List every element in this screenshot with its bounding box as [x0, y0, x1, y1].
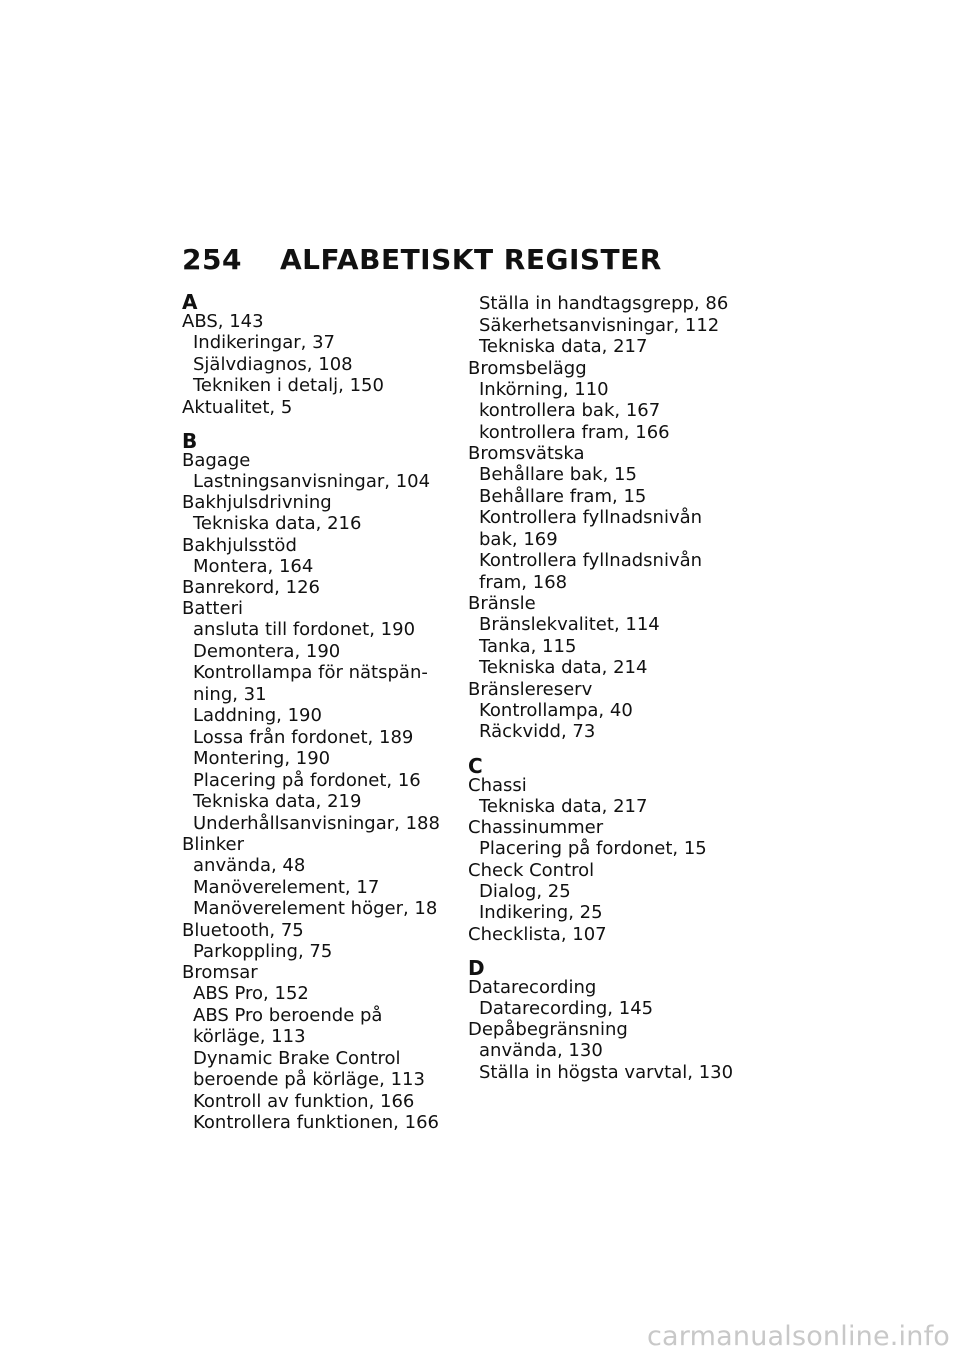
index-subentry: Behållare bak, 15: [479, 464, 637, 485]
index-entry: Chassinummer: [468, 817, 604, 838]
index-subentry: Bränslekvalitet, 114: [479, 614, 660, 635]
index-entry: Batteri: [182, 598, 243, 619]
index-subentry: Lastningsanvisningar, 104: [193, 470, 431, 492]
index-entry: Bränslereserv: [468, 678, 593, 700]
index-entry: Bromsbelägg: [468, 357, 587, 379]
index-subentry: Placering på fordonet, 15: [479, 838, 707, 859]
section-gap: [468, 743, 758, 757]
index-subentry: Självdiagnos, 108: [193, 353, 353, 375]
index-subentry: Placering på fordonet, 16: [193, 769, 421, 791]
index-entry: Depåbegränsning: [468, 1019, 628, 1040]
index-entry: Chassi: [468, 774, 527, 796]
index-subentry: Ställa in handtagsgrepp, 86: [479, 293, 729, 314]
index-subentry: beroende på körläge, 113: [193, 1069, 425, 1090]
index-subentry: fram, 168: [479, 571, 568, 593]
index-subentry: Parkoppling, 75: [193, 940, 333, 962]
index-subentry: Behållare fram, 15: [479, 485, 647, 507]
index-entry: Check Control: [468, 859, 595, 881]
index-entry: Checklista, 107: [468, 923, 607, 945]
index-subentry: Indikeringar, 37: [193, 332, 336, 353]
section-gap: [468, 945, 758, 959]
index-subentry: kontrollera bak, 167: [479, 400, 661, 421]
index-subentry: Manöverelement, 17: [193, 876, 380, 898]
index-entry: Bluetooth, 75: [182, 919, 304, 941]
index-subentry: Lossa från fordonet, 189: [193, 726, 414, 748]
index-subentry: körläge, 113: [193, 1026, 306, 1047]
index-entry: Aktualitet, 5: [182, 396, 293, 418]
section-letter: D: [468, 955, 485, 980]
index-column-left: [182, 290, 452, 1134]
index-subentry: Montering, 190: [193, 748, 331, 769]
index-subentry: Tanka, 115: [479, 635, 577, 657]
index-subentry: Tekniska data, 217: [479, 336, 648, 357]
index-subentry: Ställa in högsta varvtal, 130: [479, 1061, 734, 1083]
index-subentry: använda, 130: [479, 1040, 603, 1061]
index-subentry: Kontrollera fyllnadsnivån: [479, 507, 703, 528]
page-number: 254: [182, 243, 242, 276]
section-letter: A: [182, 290, 198, 314]
index-subentry: Tekniska data, 219: [193, 791, 362, 812]
index-subentry: Laddning, 190: [193, 705, 322, 726]
index-subentry: Tekniken i detalj, 150: [193, 375, 384, 396]
index-entry: ABS, 143: [182, 311, 264, 332]
index-entry: Blinker: [182, 834, 245, 855]
index-subentry: bak, 169: [479, 528, 558, 550]
index-subentry: Dialog, 25: [479, 880, 571, 902]
watermark: carmanualsonline.info: [647, 1321, 950, 1352]
index-subentry: ning, 31: [193, 683, 267, 705]
index-subentry: ABS Pro beroende på: [193, 1004, 383, 1026]
index-entry: Bakhjulsstöd: [182, 534, 297, 556]
index-entry: Bromsar: [182, 962, 258, 983]
index-subentry: Indikering, 25: [479, 902, 603, 923]
index-subentry: Underhållsanvisningar, 188: [193, 812, 440, 834]
section-letter: C: [468, 753, 483, 778]
index-subentry: Kontrollera fyllnadsnivån: [479, 550, 703, 571]
index-subentry: kontrollera fram, 166: [479, 421, 670, 443]
index-subentry: ABS Pro, 152: [193, 983, 309, 1004]
page-header: [182, 243, 662, 276]
index-subentry: Räckvidd, 73: [479, 721, 596, 742]
index-entry: Datarecording: [468, 976, 597, 998]
index-subentry: Demontera, 190: [193, 640, 341, 662]
section-gap: [182, 418, 452, 432]
page-title: ALFABETISKT REGISTER: [280, 243, 662, 276]
index-entry: Bränsle: [468, 593, 536, 614]
index-subentry: Kontrollampa, 40: [479, 699, 633, 721]
index-subentry: Manöverelement höger, 18: [193, 898, 438, 919]
index-subentry: Datarecording, 145: [479, 997, 654, 1019]
index-subentry: Kontroll av funktion, 166: [193, 1090, 415, 1112]
index-subentry: Tekniska data, 216: [193, 513, 362, 534]
index-subentry: Inkörning, 110: [479, 378, 609, 400]
index-subentry: Tekniska data, 217: [479, 795, 648, 817]
section-letter: B: [182, 428, 198, 453]
index-subentry: använda, 48: [193, 855, 306, 876]
index-entry: Bagage: [182, 449, 251, 471]
index-subentry: Tekniska data, 214: [479, 657, 648, 678]
index-entry: Bakhjulsdrivning: [182, 492, 332, 513]
index-subentry: Kontrollera funktionen, 166: [193, 1112, 439, 1133]
index-subentry: Säkerhetsanvisningar, 112: [479, 314, 720, 336]
index-subentry: Kontrollampa för nätspän-: [193, 662, 428, 683]
index-entry: Banrekord, 126: [182, 577, 320, 598]
index-subentry: ansluta till fordonet, 190: [193, 619, 416, 640]
index-column-right: [468, 293, 758, 1083]
index-subentry: Dynamic Brake Control: [193, 1047, 401, 1069]
index-subentry: Montera, 164: [193, 555, 314, 577]
index-entry: Bromsvätska: [468, 443, 585, 464]
